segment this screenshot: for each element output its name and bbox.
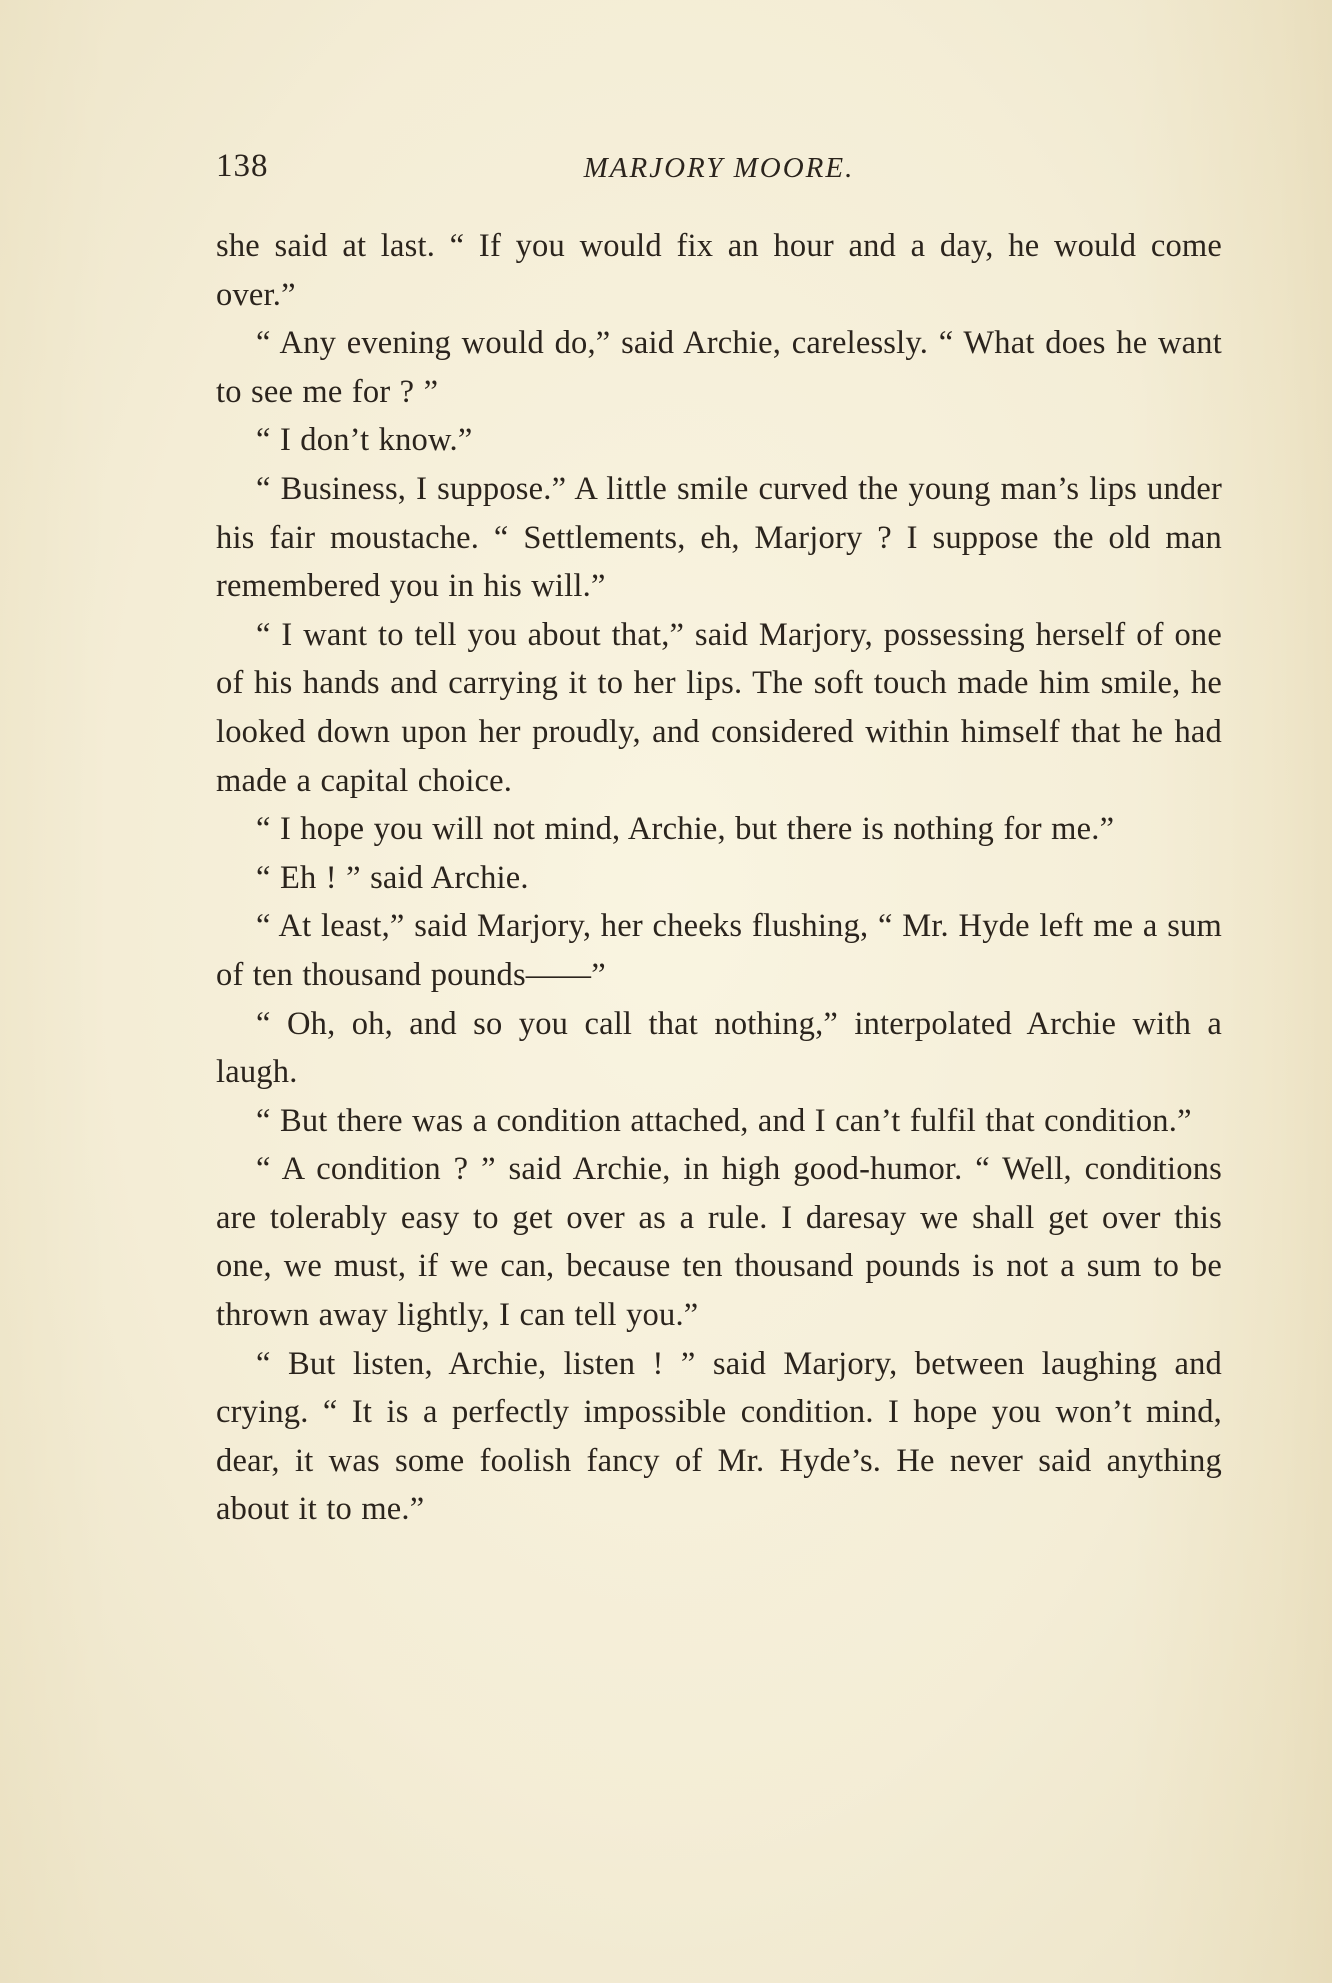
page-number: 138 [216,148,269,184]
paragraph: “ Any evening would do,” said Archie, carelessly. “ What does he want to see me for ? ” [216,325,1222,410]
paragraph: “ But there was a condition attached, and I can’t fulfil that condition.” [256,1102,1192,1139]
paragraph: she said at last. “ If you would fix an hour and a day, he would come over.” [216,228,1222,313]
paragraph: “ I don’t know.” [256,422,473,459]
paragraph: “ I hope you will not mind, Archie, but there is nothing for me.” [256,811,1115,848]
paragraph: “ A condition ? ” said Archie, in high good-humor. “ Well, conditions are tolerably easy to get over as a rule. I daresay we shall get over this one, we must, if we can, because ten thousand pounds is not a sum to be thrown away lightly, I can tell you.” [216,1151,1222,1334]
paragraph: “ At least,” said Marjory, her cheeks flushing, “ Mr. Hyde left me a sum of ten thousand pounds——” [216,908,1222,993]
paragraph: “ Eh ! ” said Archie. [256,859,529,896]
paragraph: “ Oh, oh, and so you call that nothing,” interpolated Archie with a laugh. [216,1005,1222,1091]
body-text [216,222,1222,1534]
page-header [216,148,1222,198]
paragraph: “ I want to tell you about that,” said Marjory, possessing herself of one of his hands and carrying it to her lips. The soft touch made him smile, he looked down upon her proudly, and considered within himself that he had made a capital choice. [216,616,1222,799]
running-title: MARJORY MOORE. [583,152,855,184]
paragraph: “ But listen, Archie, listen ! ” said Marjory, between laughing and crying. “ It is a perfectly impossible condition. I hope you won’t mind, dear, it was some foolish fancy of Mr. Hyde’s. He never said anything about it to me.” [216,1345,1222,1528]
paragraph: “ Business, I suppose.” A little smile curved the young man’s lips under his fair moustache. “ Settlements, eh, Marjory ? I suppose the old man remembered you in his will.” [216,470,1222,605]
